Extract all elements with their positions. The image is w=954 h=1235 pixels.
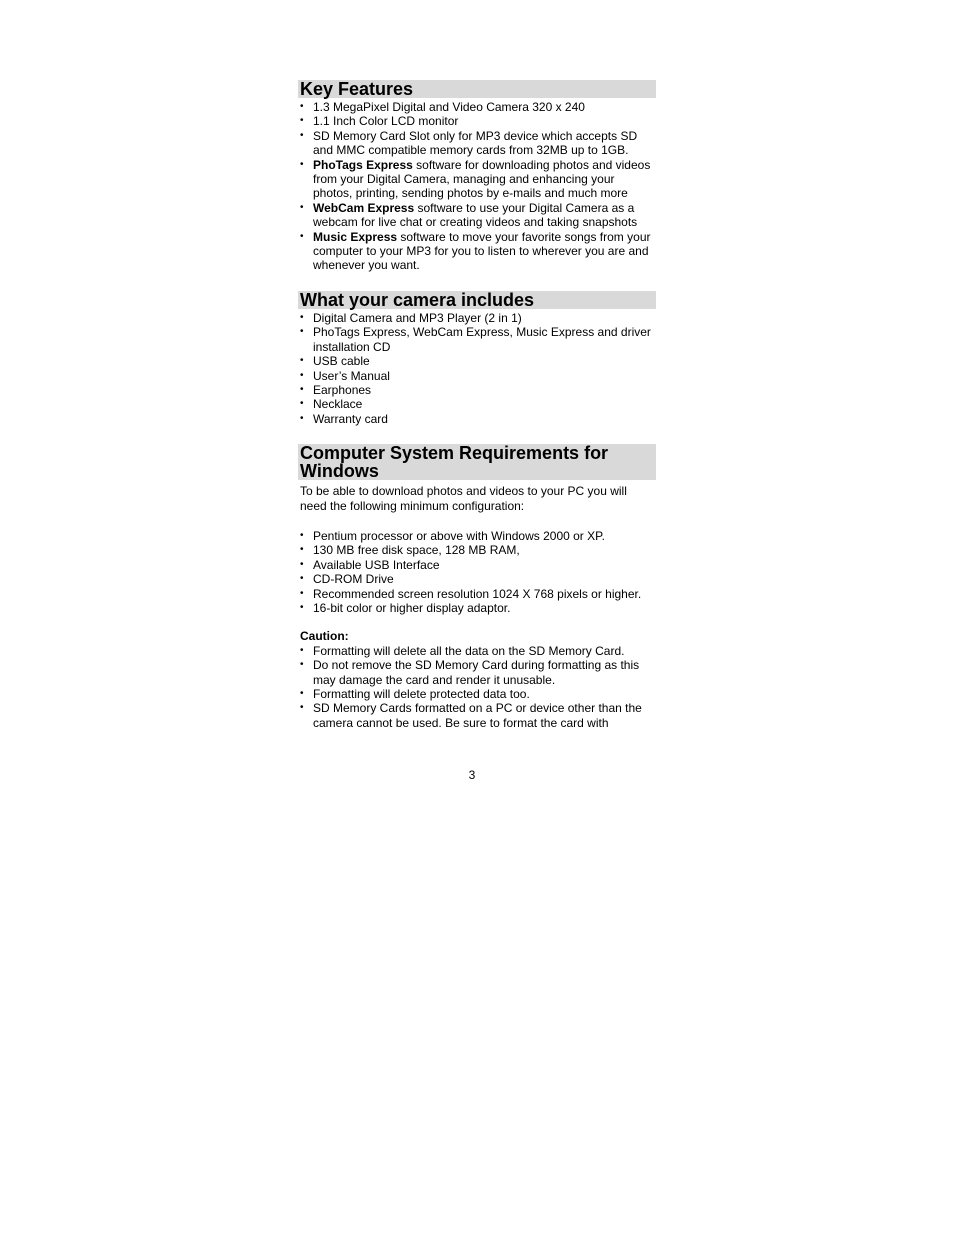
requirements-heading: Computer System Requirements for Windows <box>298 444 656 480</box>
list-item <box>298 558 656 572</box>
product-name: WebCam Express <box>313 200 415 215</box>
list-item <box>298 529 656 543</box>
key-features-heading: Key Features <box>298 80 656 98</box>
list-item-text: Available USB Interface <box>313 557 440 572</box>
list-item <box>298 543 656 557</box>
bullet-icon: • <box>300 201 304 213</box>
list-item-text: Formatting will delete all the data on the SD Memory Card. <box>313 643 625 658</box>
bullet-icon: • <box>300 558 304 570</box>
bullet-icon: • <box>300 702 304 714</box>
bullet-icon: • <box>300 659 304 671</box>
list-item-text: Earphones <box>313 382 372 397</box>
requirements-intro: To be able to download photos and videos to your PC you will need the following minimum configuration: <box>300 484 627 513</box>
bullet-icon: • <box>300 601 304 613</box>
list-item-text: USB cable <box>313 354 370 369</box>
list-item-text: 1.1 Inch Color LCD monitor <box>313 114 459 129</box>
list-item <box>298 687 656 701</box>
bullet-icon: • <box>300 158 304 170</box>
bullet-icon: • <box>300 311 304 323</box>
list-item-text: 130 MB free disk space, 128 MB RAM, <box>313 543 520 558</box>
list-item-text: PhoTags Express, WebCam Express, Music Express and driver installation CD <box>313 325 651 354</box>
page-number: 3 <box>468 768 476 782</box>
list-item <box>298 587 656 601</box>
bullet-icon: • <box>300 115 304 127</box>
list-item <box>298 601 656 615</box>
bullet-icon: • <box>300 230 304 242</box>
list-item-text: software to move your favorite songs from your computer to your MP3 for you to listen to wherever you are and whenever you want. <box>313 229 651 273</box>
list-item <box>298 158 656 201</box>
bullet-icon: • <box>300 398 304 410</box>
list-item <box>298 701 656 730</box>
list-item <box>298 397 656 411</box>
requirements-list <box>298 529 656 615</box>
key-features-section <box>298 80 656 273</box>
list-item-text: SD Memory Card Slot only for MP3 device which accepts SD and MMC compatible memory cards from 32MB up to 1GB. <box>313 128 638 158</box>
camera-includes-heading: What your camera includes <box>298 291 656 309</box>
bullet-icon: • <box>300 355 304 367</box>
bullet-icon: • <box>300 529 304 541</box>
bullet-icon: • <box>300 101 304 112</box>
bullet-icon: • <box>300 383 304 395</box>
document-page <box>298 80 656 748</box>
list-item-text: 16-bit color or higher display adaptor. <box>313 600 511 615</box>
list-item <box>298 325 656 354</box>
product-name: PhoTags Express <box>313 157 413 172</box>
caution-list <box>298 644 656 730</box>
list-item-text: 1.3 MegaPixel Digital and Video Camera 320 x 240 <box>313 100 585 114</box>
requirements-section <box>298 444 656 730</box>
list-item-text: software for downloading photos and videos from your Digital Camera, managing and enhancing your photos, printing, sending photos by e-mails and much more <box>313 157 651 201</box>
list-item <box>298 369 656 383</box>
list-item <box>298 201 656 230</box>
camera-includes-section <box>298 291 656 426</box>
list-item-text: software to use your Digital Camera as a webcam for live chat or creating videos and taking snapshots <box>313 200 638 230</box>
bullet-icon: • <box>300 326 304 338</box>
bullet-icon: • <box>300 412 304 424</box>
list-item-text: Necklace <box>313 397 363 412</box>
bullet-icon: • <box>300 573 304 585</box>
list-item <box>298 644 656 658</box>
bullet-icon: • <box>300 129 304 141</box>
list-item <box>298 114 656 128</box>
bullet-icon: • <box>300 544 304 556</box>
list-item-text: SD Memory Cards formatted on a PC or device other than the camera cannot be used. Be sure to format the card with <box>313 701 642 730</box>
list-item <box>298 383 656 397</box>
list-item-text: Do not remove the SD Memory Card during formatting as this may damage the card and render it unusable. <box>313 658 640 687</box>
list-item <box>298 658 656 687</box>
list-item-text: CD-ROM Drive <box>313 572 394 587</box>
list-item <box>298 129 656 158</box>
list-item-text: Formatting will delete protected data too. <box>313 687 530 701</box>
caution-label: Caution: <box>300 629 349 644</box>
list-item <box>298 230 656 273</box>
camera-includes-list <box>298 311 656 426</box>
bullet-icon: • <box>300 688 304 699</box>
list-item <box>298 354 656 368</box>
key-features-list <box>298 100 656 273</box>
bullet-icon: • <box>300 587 304 599</box>
list-item <box>298 572 656 586</box>
list-item-text: User’s Manual <box>313 368 390 383</box>
list-item-text: Recommended screen resolution 1024 X 768 pixels or higher. <box>313 586 642 601</box>
list-item <box>298 412 656 426</box>
list-item <box>298 311 656 325</box>
list-item <box>298 100 656 114</box>
bullet-icon: • <box>300 644 304 656</box>
list-item-text: Warranty card <box>313 411 388 426</box>
bullet-icon: • <box>300 369 304 381</box>
product-name: Music Express <box>313 229 398 244</box>
list-item-text: Pentium processor or above with Windows 2000 or XP. <box>313 528 605 543</box>
list-item-text: Digital Camera and MP3 Player (2 in 1) <box>313 310 522 325</box>
